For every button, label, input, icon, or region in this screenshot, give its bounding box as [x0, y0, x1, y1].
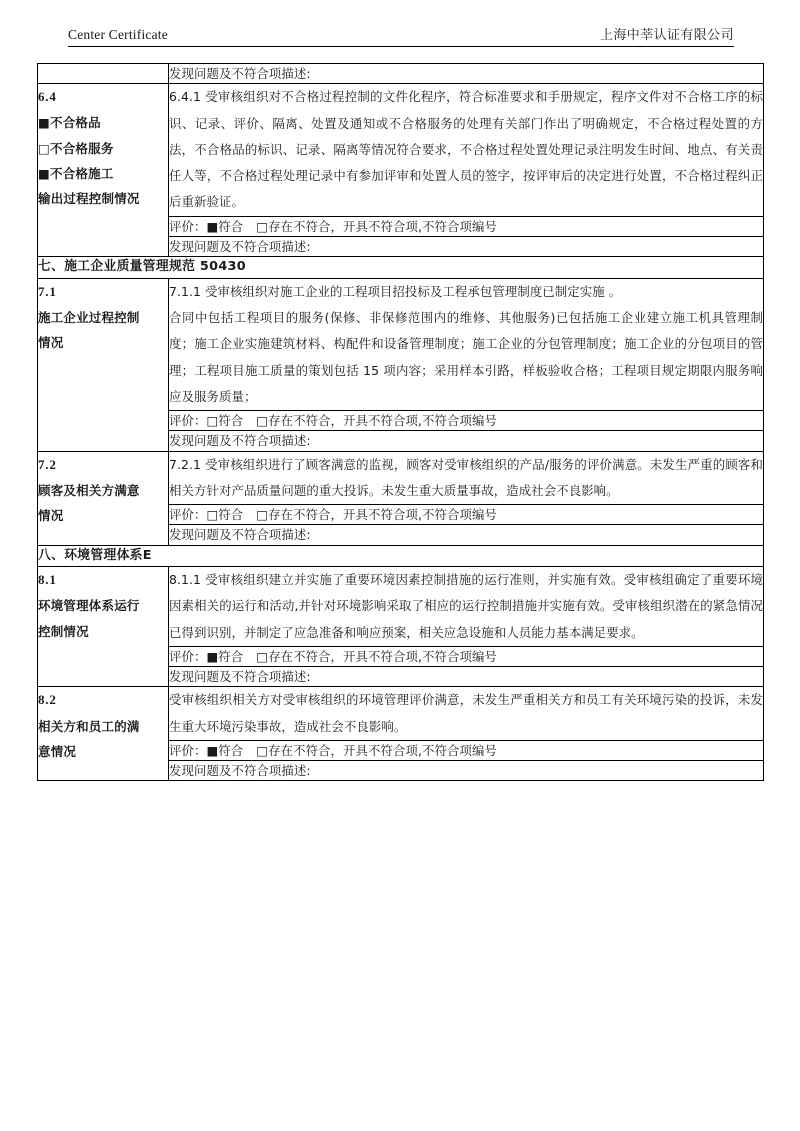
checkbox-empty-icon[interactable] [38, 141, 50, 156]
clause-label-line-1: 环境管理体系运行 [38, 598, 140, 614]
evaluation-cell-7-1 [169, 411, 764, 431]
label-cell-empty [38, 64, 169, 84]
evaluation-conform-label: 符合 [218, 507, 244, 523]
clause-number: 7.1 [38, 283, 57, 299]
evaluation-nonconform-label: 存在不符合，开具不符合项,不符合项编号 [268, 413, 497, 429]
header-title-left: Center Certificate [68, 27, 168, 42]
evaluation-cell-7-2 [169, 505, 764, 525]
evaluation-nonconform-label: 存在不符合，开具不符合项,不符合项编号 [268, 648, 497, 664]
evaluation-nonconform-label: 存在不符合，开具不符合项,不符合项编号 [268, 218, 497, 234]
table-row [38, 84, 764, 216]
checkbox-filled-icon[interactable] [206, 219, 218, 234]
clause-label-line-2: 控制情况 [38, 623, 89, 639]
clause-paragraph: 6.4.1 受审核组织对不合格过程控制的文件化程序，符合标准要求和手册规定，程序文件对不合格工序的标识、记录、评价、隔离、处置及通知或不合格服务的处理有关部门作出了明确规定，不合格过程处置的方法，不合格品的标识、记录、隔离等情况符合要求，不合格过程处置处理记录注明发生时间、地点、有关责任人等，不合格过程处理记录中有参加评审和处置人员的签字，按评审后的决定进行处置，不合格过程纠正后重新验证。 [169, 89, 763, 210]
checkbox-filled-icon[interactable] [38, 115, 50, 130]
clause-option-3 [38, 161, 168, 186]
finding-cell: 发现问题及不符合项描述: [169, 761, 764, 781]
clause-label-8-1 [38, 567, 169, 687]
clause-body-7-2 [169, 451, 764, 505]
evaluation-prefix: 评价： [169, 648, 207, 664]
evaluation-conform-label: 符合 [218, 648, 244, 664]
checkbox-empty-icon[interactable] [256, 413, 268, 428]
evaluation-prefix: 评价： [169, 507, 207, 523]
clause-label-line-2: 情况 [38, 335, 64, 351]
finding-cell: 发现问题及不符合项描述: [169, 431, 764, 451]
table-row [38, 687, 764, 741]
checkbox-empty-icon[interactable] [206, 413, 218, 428]
clause-label-line-1: 顾客及相关方满意 [38, 482, 140, 498]
evaluation-prefix: 评价： [169, 413, 207, 429]
finding-cell: 发现问题及不符合项描述: [169, 667, 764, 687]
clause-paragraph: 合同中包括工程项目的服务(保修、非保修范围内的维修、其他服务)已包括施工企业建立施工机具管理制度；施工企业实施建筑材料、构配件和设备管理制度；施工企业的分包管理制度；施工企业的分包项目的管理；工程项目施工质量的策划包括 15 项内容；采用样本引路，样板验收合格；工程项目规定期限内服务响应及服务质量； [169, 309, 763, 404]
evaluation-cell-6-4 [169, 216, 764, 236]
clause-label-8-2 [38, 687, 169, 781]
clause-number: 7.2 [38, 456, 57, 472]
evaluation-cell-8-1 [169, 646, 764, 666]
clause-body-6-4 [169, 84, 764, 216]
evaluation-nonconform-label: 存在不符合，开具不符合项,不符合项编号 [268, 507, 497, 523]
clause-paragraph: 7.2.1 受审核组织进行了顾客满意的监视，顾客对受审核组织的产品/服务的评价满意。未发生严重的顾客和相关方针对产品质量问题的重大投诉。未发生重大质量事故，造成社会不良影响。 [169, 456, 763, 498]
running-header [68, 24, 734, 47]
checkbox-filled-icon[interactable] [38, 166, 50, 181]
clause-label-line-2: 情况 [38, 508, 64, 524]
clause-label-6-4 [38, 84, 169, 257]
clause-label-line-1: 相关方和员工的满 [38, 718, 140, 734]
header-title-right: 上海中莘认证有限公司 [599, 28, 734, 43]
clause-body-8-2 [169, 687, 764, 741]
table-row [38, 545, 764, 566]
checkbox-empty-icon[interactable] [256, 743, 268, 758]
clause-number: 8.1 [38, 572, 57, 588]
clause-option-3-label: 不合格施工 [50, 165, 114, 181]
audit-findings-table [37, 63, 764, 781]
checkbox-empty-icon[interactable] [206, 507, 218, 522]
clause-paragraph: 7.1.1 受审核组织对施工企业的工程项目招投标及工程承包管理制度已制定实施 。 [169, 283, 622, 299]
clause-label-tail: 输出过程控制情况 [38, 191, 140, 207]
clause-option-2 [38, 136, 168, 161]
evaluation-conform-label: 符合 [218, 413, 244, 429]
table-row [38, 278, 764, 410]
checkbox-empty-icon[interactable] [256, 219, 268, 234]
clause-label-7-2 [38, 451, 169, 545]
clause-number: 6.4 [38, 89, 57, 105]
section-heading-7: 七、施工企业质量管理规范 50430 [38, 257, 764, 278]
table-row [38, 567, 764, 647]
clause-option-2-label: 不合格服务 [50, 140, 114, 156]
clause-option-1 [38, 110, 168, 135]
checkbox-filled-icon[interactable] [206, 649, 218, 664]
table-row [38, 451, 764, 505]
clause-body-8-1 [169, 567, 764, 647]
clause-number: 8.2 [38, 692, 57, 708]
section-heading-8: 八、环境管理体系E [38, 545, 764, 566]
finding-cell: 发现问题及不符合项描述: [169, 525, 764, 545]
checkbox-filled-icon[interactable] [206, 743, 218, 758]
checkbox-empty-icon[interactable] [256, 649, 268, 664]
clause-label-line-1: 施工企业过程控制 [38, 309, 140, 325]
checkbox-empty-icon[interactable] [256, 507, 268, 522]
evaluation-nonconform-label: 存在不符合，开具不符合项,不符合项编号 [268, 742, 497, 758]
table-row [38, 64, 764, 84]
clause-label-7-1 [38, 278, 169, 451]
clause-label-line-2: 意情况 [38, 743, 77, 759]
evaluation-prefix: 评价： [169, 742, 207, 758]
finding-cell: 发现问题及不符合项描述: [169, 64, 764, 84]
evaluation-conform-label: 符合 [218, 742, 244, 758]
evaluation-conform-label: 符合 [218, 218, 244, 234]
evaluation-cell-8-2 [169, 740, 764, 760]
clause-paragraph: 受审核组织相关方对受审核组织的环境管理评价满意，未发生严重相关方和员工有关环境污染的投诉，未发生重大环境污染事故，造成社会不良影响。 [169, 692, 763, 734]
clause-paragraph: 8.1.1 受审核组织建立并实施了重要环境因素控制措施的运行准则，并实施有效。受审核组确定了重要环境因素相关的运行和活动,并针对环境影响采取了相应的运行控制措施并实施有效。受审核组织潜在的紧急情况已得到识别，并制定了应急准备和响应预案，相关应急设施和人员能力基本满足要求。 [169, 572, 763, 640]
finding-cell: 发现问题及不符合项描述: [169, 236, 764, 256]
table-row [38, 257, 764, 278]
evaluation-prefix: 评价： [169, 218, 207, 234]
clause-option-1-label: 不合格品 [50, 115, 101, 131]
clause-body-7-1 [169, 278, 764, 410]
